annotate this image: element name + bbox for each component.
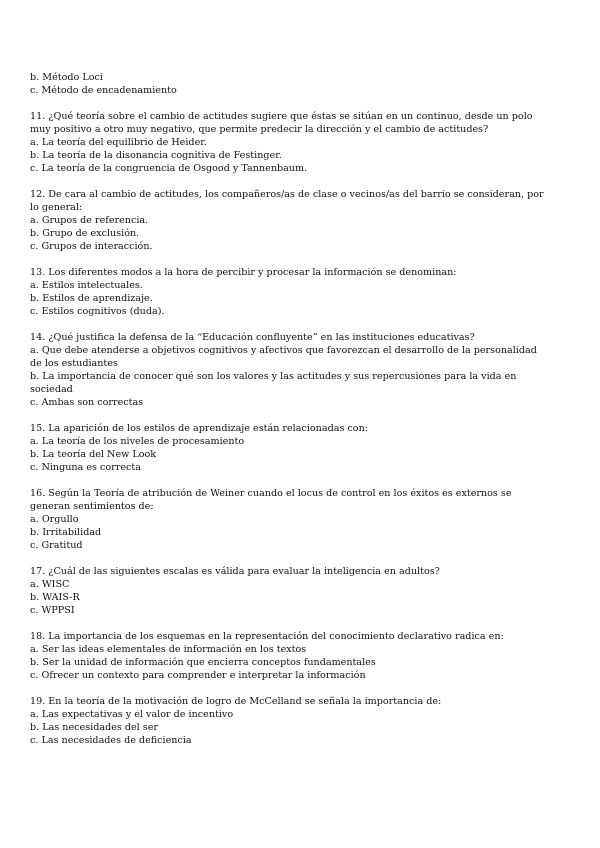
option-c: c. La teoría de la congruencia de Osgood y Tannenbaum. [30, 163, 308, 174]
question-11 [30, 110, 550, 175]
option-b: b. La teoría del New Look [30, 449, 157, 460]
question-text: 11. ¿Qué teoría sobre el cambio de actitudes sugiere que éstas se sitúan en un continuo, desde un polo muy positivo a otro muy negativo, que permite predecir la dirección y el cambio de actitudes? [30, 111, 533, 135]
option-c: c. Estilos cognitivos (duda). [30, 306, 165, 317]
option-a: a. La teoría del equilibrio de Heider. [30, 137, 207, 148]
question-text: 16. Según la Teoría de atribución de Weiner cuando el locus de control en los éxitos es externos se generan sentimientos de: [30, 488, 512, 512]
question-14 [30, 331, 550, 409]
document-page [30, 71, 550, 760]
question-text: 12. De cara al cambio de actitudes, los compañeros/as de clase o vecinos/as del barrio se consideran, por lo general: [30, 189, 544, 213]
question-19 [30, 695, 550, 747]
question-text: 13. Los diferentes modos a la hora de percibir y procesar la información se denominan: [30, 267, 457, 278]
question-text: 15. La aparición de los estilos de aprendizaje están relacionadas con: [30, 423, 368, 434]
question-text: 19. En la teoría de la motivación de logro de McCelland se señala la importancia de: [30, 696, 442, 707]
option-a: a. Estilos intelectuales. [30, 280, 143, 291]
option-c: c. Ambas son correctas [30, 397, 144, 408]
option-c: c. Ofrecer un contexto para comprender e interpretar la información [30, 670, 366, 681]
lead-option-b: b. Método Loci [30, 72, 103, 83]
option-a: a. Ser las ideas elementales de información en los textos [30, 644, 307, 655]
option-c: c. Gratitud [30, 540, 83, 551]
option-c: c. WPPSI [30, 605, 75, 616]
question-text: 18. La importancia de los esquemas en la representación del conocimiento declarativo radica en: [30, 631, 504, 642]
question-text: 17. ¿Cuál de las siguientes escalas es válida para evaluar la inteligencia en adultos? [30, 566, 440, 577]
option-a: a. La teoría de los niveles de procesamiento [30, 436, 245, 447]
question-17 [30, 565, 550, 617]
option-b: b. La importancia de conocer qué son los valores y las actitudes y sus repercusiones para la vida en sociedad [30, 371, 517, 395]
question-15 [30, 422, 550, 474]
option-b: b. Las necesidades del ser [30, 722, 158, 733]
lead-option-c: c. Método de encadenamiento [30, 85, 177, 96]
option-c: c. Grupos de interacción. [30, 241, 153, 252]
option-b: b. WAIS-R [30, 592, 80, 603]
question-12 [30, 188, 550, 253]
previous-question-options [30, 71, 550, 97]
option-a: a. WISC [30, 579, 70, 590]
question-16 [30, 487, 550, 552]
option-b: b. Ser la unidad de información que encierra conceptos fundamentales [30, 657, 376, 668]
option-a: a. Orgullo [30, 514, 79, 525]
option-b: b. Irritabilidad [30, 527, 102, 538]
option-b: b. Estilos de aprendizaje. [30, 293, 153, 304]
option-a: a. Las expectativas y el valor de incentivo [30, 709, 234, 720]
option-b: b. Grupo de exclusión. [30, 228, 140, 239]
question-13 [30, 266, 550, 318]
option-a: a. Grupos de referencia. [30, 215, 149, 226]
option-b: b. La teoría de la disonancia cognitiva de Festinger. [30, 150, 282, 161]
option-c: c. Las necesidades de deficiencia [30, 735, 192, 746]
option-a: a. Que debe atenderse a objetivos cognitivos y afectivos que favorezcan el desarrollo de la personalidad de los estudiantes [30, 345, 537, 369]
question-18 [30, 630, 550, 682]
option-c: c. Ninguna es correcta [30, 462, 141, 473]
question-text: 14. ¿Qué justifica la defensa de la “Educación confluyente” en las instituciones educativas? [30, 332, 475, 343]
